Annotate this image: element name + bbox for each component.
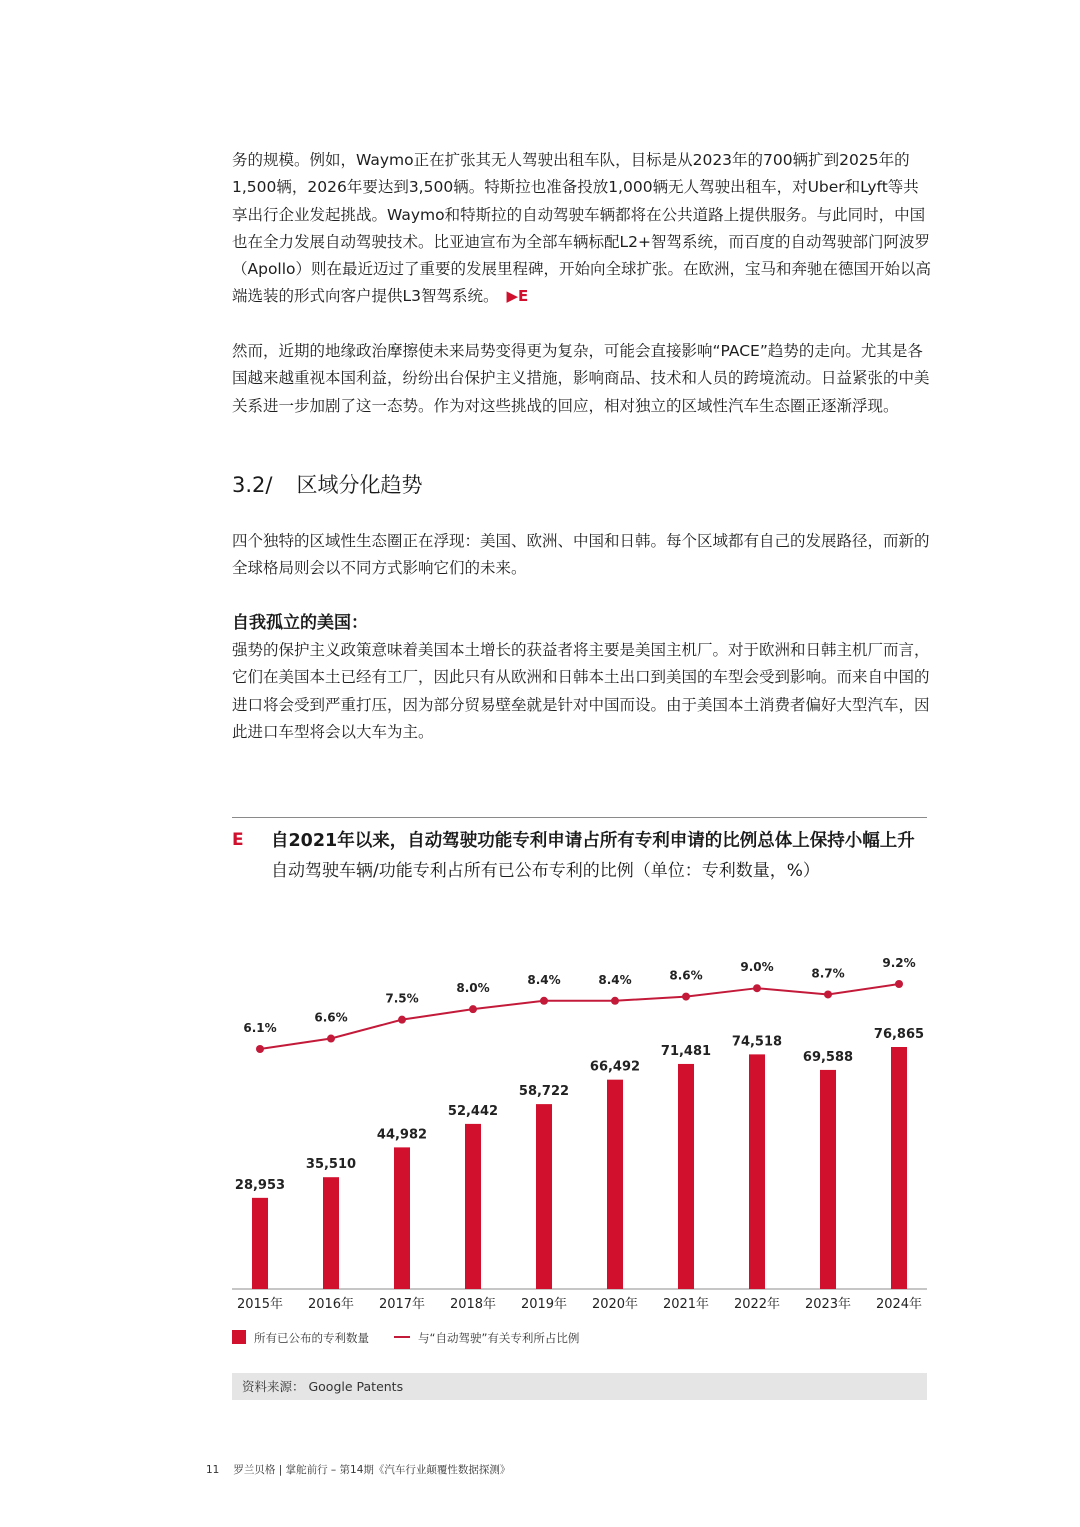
paragraph-text: 务的规模。例如，Waymo正在扩张其无人驾驶出租车队，目标是从2023年的700辆扩到2025年的1,500辆，2026年要达到3,500辆。特斯拉也准备投放1,000辆无人驾驶出租车，对Uber和Lyft等共享出行企业发起挑战。Waymo和特斯拉的自动驾驶车辆都将在公共道路上提供服务。与此同时，中国也在全力发展自动驾驶技术。比亚迪宣布为全部车辆标配L2+智驾系统，而百度的自动驾驶部门阿波罗（Apollo）则在最近迈过了重要的发展里程碑，开始向全球扩张。在欧洲，宝马和奔驰在德国开始以高端选装的形式向客户提供L3智驾系统。 [232,151,932,306]
x-tick-label: 2024年 [875,1297,923,1312]
x-tick-label: 2021年 [662,1297,710,1312]
chart-title: 自2021年以来，自动驾驶功能专利申请占所有专利申请的比例总体上保持小幅上升 [271,831,915,851]
bar-value-label: 74,518 [731,1034,783,1050]
page-number: 11 [206,1464,220,1476]
line-value-label: 6.1% [243,1021,277,1035]
x-tick-label: 2022年 [733,1297,781,1312]
bar-value-label: 52,442 [447,1103,499,1119]
bar-value-label: 69,588 [802,1049,854,1065]
line-point [824,990,832,998]
bar [252,1198,268,1289]
body-paragraph-3: 四个独特的区域性生态圈正在浮现：美国、欧洲、中国和日韩。每个区域都有自己的发展路径，而新的全球格局则会以不同方式影响它们的未来。 [232,532,930,578]
x-tick-label: 2018年 [449,1297,497,1312]
line-point [753,984,761,992]
line-value-label: 6.6% [314,1010,348,1025]
x-tick-label: 2020年 [591,1297,639,1312]
bar [607,1080,623,1289]
section-marker: ▶E [506,287,529,306]
bar-value-label: 35,510 [305,1157,357,1173]
x-tick-label: 2015年 [236,1297,284,1312]
legend-line-swatch [394,1336,410,1338]
line-point [682,993,690,1001]
legend-bar-swatch [232,1330,246,1344]
section-number: 3.2/ [232,473,273,497]
bar-value-label: 28,953 [234,1177,286,1193]
bar [678,1064,694,1289]
bar [465,1124,481,1289]
bar [394,1147,410,1289]
line-value-label: 7.5% [385,991,419,1006]
page-footer [206,1462,510,1477]
line-value-label: 8.0% [456,981,490,996]
x-tick-label: 2019年 [520,1297,568,1312]
source-box [232,1373,927,1400]
line-point [469,1005,477,1013]
bar-value-label: 44,982 [376,1127,428,1143]
section-title: 区域分化趋势 [296,473,423,497]
line-point [540,997,548,1005]
legend-bar-label: 所有已公布的专利数量 [254,1331,369,1345]
bar [820,1070,836,1289]
bar-value-label: 76,865 [873,1027,925,1042]
body-paragraph-2: 然而，近期的地缘政治摩擦使未来局势变得更为复杂，可能会直接影响“PACE”趋势的走向。尤其是各国越来越重视本国利益，纷纷出台保护主义措施，影响商品、技术和人员的跨境流动。日益紧张的中美关系进一步加剧了这一态势。作为对这些挑战的回应，相对独立的区域性汽车生态圈正逐渐浮现。 [232,342,930,415]
bar-value-label: 66,492 [589,1059,641,1075]
bar [536,1104,552,1289]
line-value-label: 9.0% [740,960,774,975]
line-value-label: 8.6% [669,968,703,983]
chart-marker: E [232,830,244,850]
footer-text: 罗兰贝格 | 掌舵前行 – 第14期《汽车行业颠覆性数据探测》 [233,1464,511,1476]
body-paragraph-4: 强势的保护主义政策意味着美国本土增长的获益者将主要是美国主机厂。对于欧洲和日韩主机厂而言，它们在美国本土已经有工厂，因此只有从欧洲和日韩本土出口到美国的车型会受到影响。而来自中国的进口将会受到严重打压，因为部分贸易壁垒就是针对中国而设。由于美国本土消费者偏好大型汽车，因此进口车型将会以大车为主。 [232,641,930,741]
line-point [611,997,619,1005]
share-line [260,984,899,1049]
bar [323,1177,339,1289]
line-value-label: 9.2% [882,956,916,970]
x-tick-label: 2017年 [378,1297,426,1312]
line-point [895,980,903,988]
legend-line-label: 与“自动驾驶”有关专利所占比例 [418,1331,580,1345]
x-tick-label: 2016年 [307,1297,355,1312]
x-tick-label: 2023年 [804,1297,852,1312]
bar-value-label: 71,481 [660,1043,712,1059]
chart-subtitle: 自动驾驶车辆/功能专利占所有已公布专利的比例（单位：专利数量，%） [271,861,820,881]
subheading: 自我孤立的美国： [232,613,368,633]
line-point [256,1045,264,1053]
bar [749,1054,765,1289]
line-value-label: 8.4% [527,972,561,987]
source-text: 资料来源： Google Patents [242,1379,404,1394]
line-point [398,1016,406,1024]
bar-value-label: 58,722 [518,1084,570,1100]
line-value-label: 8.7% [811,966,845,981]
legend-item-line [394,1330,579,1346]
line-value-label: 8.4% [598,972,632,987]
legend-item-bars [232,1330,369,1346]
bar [891,1047,907,1289]
line-point [327,1035,335,1043]
